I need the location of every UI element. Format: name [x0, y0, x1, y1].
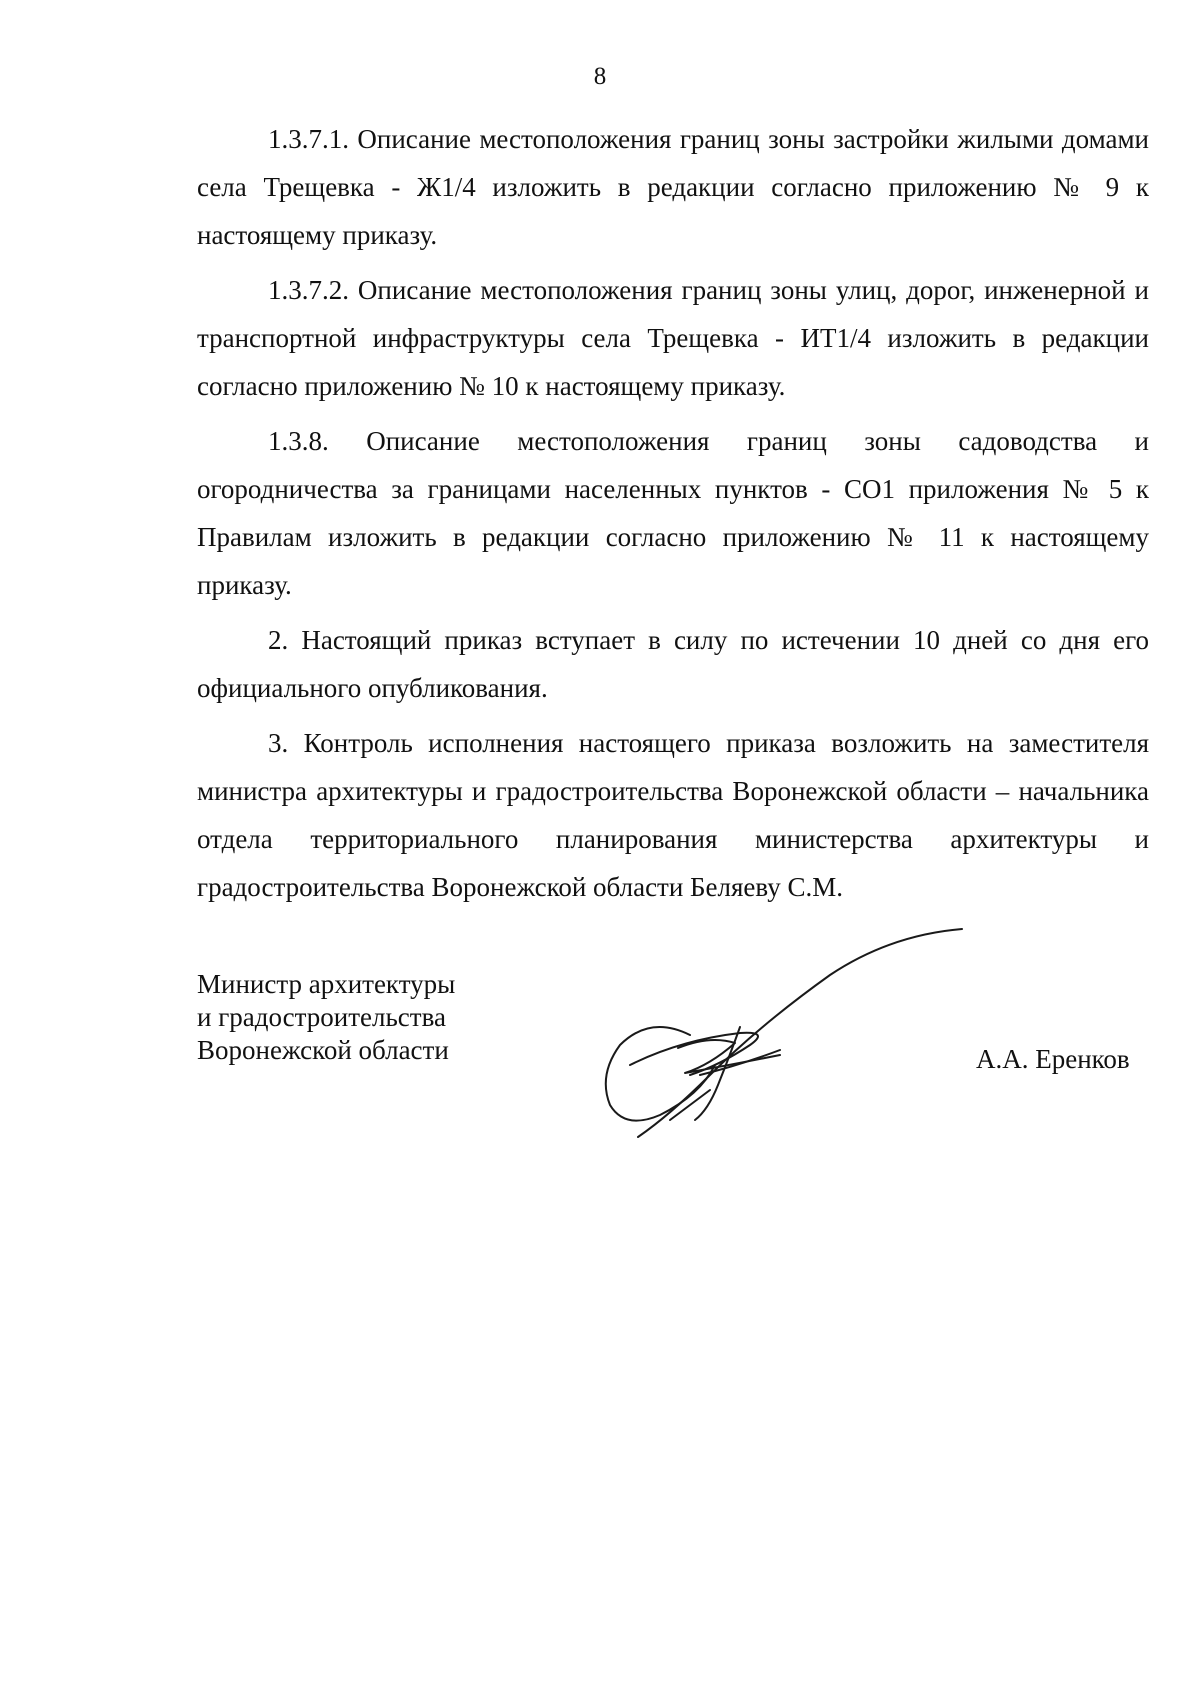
paragraph-1-3-8: 1.3.8. Описание местоположения границ зоны садоводства и огородничества за границами населенных пунктов - СО1 приложения № 5 к Правилам изложить в редакции согласно приложению № 11 к настоящему приказу.: [197, 426, 1149, 600]
position-line: Воронежской области: [197, 1035, 449, 1065]
signatory-position: [197, 968, 455, 1067]
paragraph-1-3-7-2: 1.3.7.2. Описание местоположения границ зоны улиц, дорог, инженерной и транспортной инфраструктуры села Трещевка - ИТ1/4 изложить в редакции согласно приложению № 10 к настоящему приказу.: [197, 275, 1149, 401]
document-body: [197, 115, 1149, 918]
signer-name: А.А. Еренков: [976, 1044, 1130, 1074]
handwritten-signature: [590, 915, 970, 1145]
page-number: 8: [593, 63, 607, 90]
position-line: и градостроительства: [197, 1002, 446, 1032]
paragraph-3: 3. Контроль исполнения настоящего приказа возложить на заместителя министра архитектуры и градостроительства Воронежской области – начальника отдела территориального планирования министерства архитектуры и градостроительства Воронежской области Беляеву С.М.: [197, 728, 1149, 902]
position-line: Министр архитектуры: [197, 969, 456, 999]
paragraph-1-3-7-1: 1.3.7.1. Описание местоположения границ зоны застройки жилыми домами села Трещевка - Ж1/4 изложить в редакции согласно приложению № 9 к настоящему приказу.: [197, 124, 1149, 250]
paragraph-2: 2. Настоящий приказ вступает в силу по истечении 10 дней со дня его официального опубликования.: [197, 625, 1149, 703]
